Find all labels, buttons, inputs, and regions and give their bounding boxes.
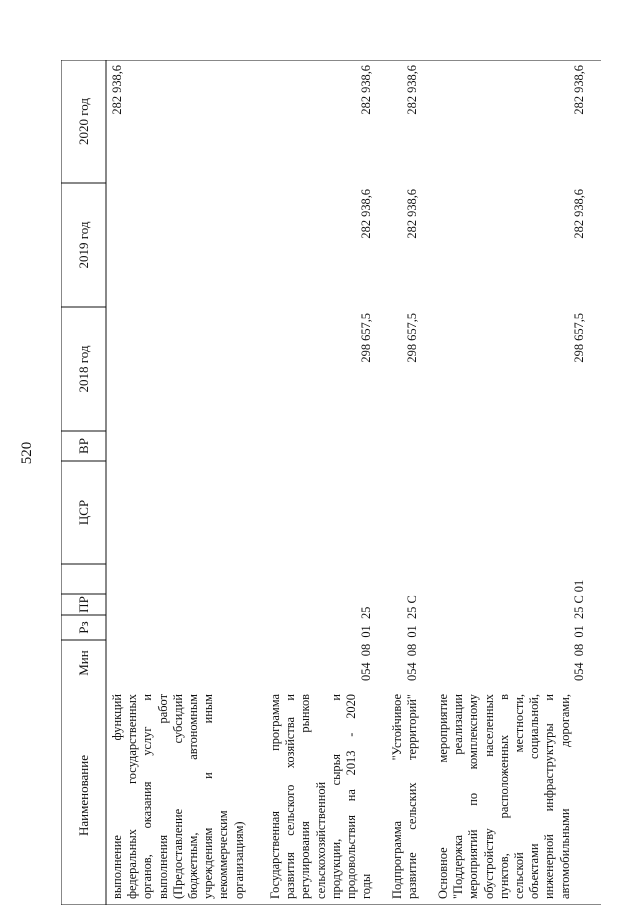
row-4-name: Основное мероприятие "Поддержка реализации мероприятий по комплексному обустройству населенных пунктов, расположенных в сельской местности, объектами социальной, инженерной инфраструктуры и автомобильными дорогами, [436, 694, 572, 899]
row-1-2020: 282 938,6 [110, 65, 124, 115]
row-2-2020: 282 938,6 [359, 65, 373, 115]
header-pr: ПР [75, 596, 91, 613]
row-4-2019: 282 938,6 [572, 189, 586, 239]
row-3-2020: 282 938,6 [405, 65, 419, 115]
row-1-name: выполнение функций федеральных государственных органов, оказания услуг и выполнения работ (Предоставление субсидий бюджетным, автономным учреждениям и иным некоммерческим организациям) [110, 694, 246, 899]
header-min: Мин [75, 650, 91, 676]
header-vr: ВР [75, 438, 91, 454]
header-2019: 2019 год [75, 221, 91, 269]
row-4-code: 054 08 01 25 С 01 [572, 579, 586, 681]
row-3-2018: 298 657,5 [405, 313, 419, 363]
row-4-2020: 282 938,6 [572, 65, 586, 115]
budget-table [61, 60, 601, 905]
header-csr: ЦСР [75, 499, 91, 526]
row-3-code: 054 08 01 25 С [405, 595, 419, 681]
row-4-2018: 298 657,5 [572, 313, 586, 363]
header-rz: Рз [75, 621, 91, 634]
row-3-name: Подпрограмма "Устойчивое развитие сельских территорий" [390, 694, 420, 899]
page-number: 520 [19, 441, 35, 465]
header-2020: 2020 год [75, 98, 91, 145]
header-2018: 2018 год [75, 345, 91, 393]
row-2-code: 054 08 01 25 [359, 606, 373, 681]
row-2-name: Государственная программа развития сельского хозяйства и регулирования рынков сельскохозяйственной продукции, сырья и продовольствия на 2013 - 2020 годы [268, 694, 374, 899]
row-2-2018: 298 657,5 [359, 313, 373, 363]
row-3-2019: 282 938,6 [405, 189, 419, 239]
row-2-2019: 282 938,6 [359, 189, 373, 239]
header-name: Наименование [75, 755, 91, 836]
